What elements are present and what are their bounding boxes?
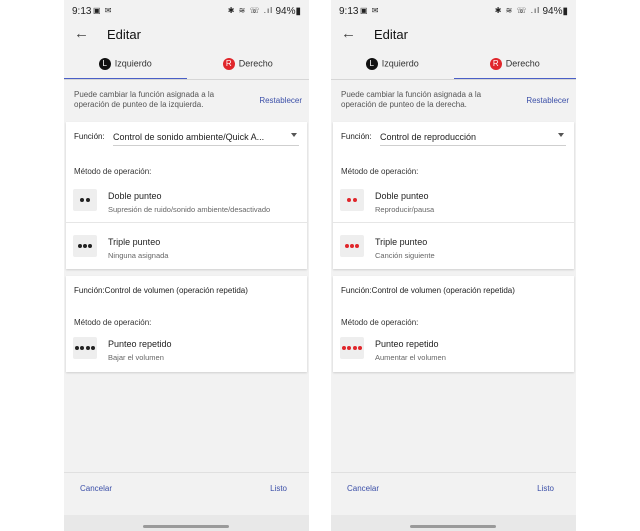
row-separator xyxy=(333,222,574,223)
volume-settings-card xyxy=(66,276,307,372)
battery-indicator: 94%▮ xyxy=(542,6,568,17)
function-value: Control de sonido ambiente/Quick A... xyxy=(113,132,265,142)
app-bar xyxy=(331,22,576,52)
tab-left-earbud[interactable] xyxy=(64,56,187,80)
reset-button[interactable]: Restablecer xyxy=(259,96,302,105)
function-row xyxy=(66,122,307,146)
tap-dot xyxy=(86,346,90,350)
tab-right-label: Derecho xyxy=(505,58,540,69)
tap-dot xyxy=(358,346,362,350)
tab-left-label: Izquierdo xyxy=(114,58,152,69)
phone-screen-left xyxy=(64,0,309,531)
done-button[interactable]: Listo xyxy=(537,484,554,493)
option-repeated-tap[interactable] xyxy=(66,324,307,369)
back-arrow-icon[interactable]: ← xyxy=(74,25,89,42)
method-label: Método de operación: xyxy=(341,318,419,327)
right-badge-icon: R xyxy=(490,58,502,70)
page-title: Editar xyxy=(107,27,141,42)
tap-dot xyxy=(353,198,357,202)
status-time: 9:13 xyxy=(72,6,92,17)
phone-screen-right xyxy=(331,0,576,531)
tab-bar xyxy=(331,56,576,80)
tap-dot xyxy=(350,244,354,248)
triple-tap-icon xyxy=(73,235,97,257)
tap-dot xyxy=(88,244,92,248)
left-badge-icon: L xyxy=(99,58,111,70)
double-tap-icon xyxy=(340,189,364,211)
status-bar xyxy=(64,0,309,22)
tap-settings-card xyxy=(333,122,574,269)
tab-bar xyxy=(64,56,309,80)
option-triple-tap[interactable] xyxy=(66,222,307,267)
function-label: Función: xyxy=(341,132,372,141)
function-value: Control de reproducción xyxy=(380,132,477,142)
function-dropdown[interactable] xyxy=(380,127,566,146)
tap-dot xyxy=(91,346,95,350)
volume-settings-card xyxy=(333,276,574,372)
option-double-tap[interactable] xyxy=(66,176,307,221)
navigation-bar xyxy=(331,515,576,531)
notification-icons: ▣ ✉ xyxy=(360,6,380,15)
option-double-tap[interactable] xyxy=(333,176,574,221)
tab-left-label: Izquierdo xyxy=(381,58,419,69)
bottom-action-bar xyxy=(331,472,576,503)
row-separator xyxy=(66,222,307,223)
tap-dot xyxy=(355,244,359,248)
back-arrow-icon[interactable]: ← xyxy=(341,25,356,42)
tap-dot xyxy=(353,346,357,350)
done-button[interactable]: Listo xyxy=(270,484,287,493)
function-row xyxy=(333,122,574,146)
tap-dot xyxy=(75,346,79,350)
option-subtitle: Aumentar el volumen xyxy=(375,353,446,362)
page-title: Editar xyxy=(374,27,408,42)
left-badge-icon: L xyxy=(366,58,378,70)
tap-dot xyxy=(83,244,87,248)
tab-right-label: Derecho xyxy=(238,58,273,69)
tap-dot xyxy=(347,198,351,202)
option-subtitle: Ninguna asignada xyxy=(108,251,169,260)
option-title: Punteo repetido xyxy=(108,339,172,349)
app-bar xyxy=(64,22,309,52)
function-dropdown[interactable] xyxy=(113,127,299,146)
volume-function-label: Función:Control de volumen (operación repetida) xyxy=(341,286,515,295)
status-bar xyxy=(331,0,576,22)
info-text: Puede cambiar la función asignada a la operación de punteo de la derecha. xyxy=(341,90,482,109)
tab-left-earbud[interactable] xyxy=(331,56,454,80)
cancel-button[interactable]: Cancelar xyxy=(347,484,380,493)
info-text: Puede cambiar la función asignada a la operación de punteo de la izquierda. xyxy=(74,90,215,109)
repeated-tap-icon xyxy=(73,337,97,359)
connectivity-icons: ✱ ≋ ☏ .ıl xyxy=(494,6,540,15)
tap-dot xyxy=(86,198,90,202)
option-repeated-tap[interactable] xyxy=(333,324,574,369)
function-label: Función: xyxy=(74,132,105,141)
tab-divider xyxy=(64,79,309,80)
tap-dot xyxy=(80,198,84,202)
tab-right-earbud[interactable] xyxy=(187,56,310,80)
home-gesture-handle[interactable] xyxy=(143,525,229,528)
option-title: Punteo repetido xyxy=(375,339,439,349)
option-subtitle: Bajar el volumen xyxy=(108,353,164,362)
option-triple-tap[interactable] xyxy=(333,222,574,267)
tap-dot xyxy=(342,346,346,350)
tap-dot xyxy=(80,346,84,350)
option-title: Doble punteo xyxy=(375,191,429,201)
dropdown-caret-icon xyxy=(558,133,564,137)
option-subtitle: Supresión de ruido/sonido ambiente/desactivado xyxy=(108,205,271,214)
method-label: Método de operación: xyxy=(74,318,152,327)
cancel-button[interactable]: Cancelar xyxy=(80,484,113,493)
tab-right-earbud[interactable] xyxy=(454,56,577,80)
status-time: 9:13 xyxy=(339,6,359,17)
navigation-bar xyxy=(64,515,309,531)
triple-tap-icon xyxy=(340,235,364,257)
tap-dot xyxy=(78,244,82,248)
method-label: Método de operación: xyxy=(74,167,152,176)
option-title: Doble punteo xyxy=(108,191,162,201)
method-label: Método de operación: xyxy=(341,167,419,176)
notification-icons: ▣ ✉ xyxy=(93,6,113,15)
option-subtitle: Reproducir/pausa xyxy=(375,205,435,214)
reset-button[interactable]: Restablecer xyxy=(526,96,569,105)
connectivity-icons: ✱ ≋ ☏ .ıl xyxy=(227,6,273,15)
tap-dot xyxy=(345,244,349,248)
tap-settings-card xyxy=(66,122,307,269)
battery-indicator: 94%▮ xyxy=(275,6,301,17)
tab-divider xyxy=(331,79,576,80)
tap-dot xyxy=(347,346,351,350)
double-tap-icon xyxy=(73,189,97,211)
right-badge-icon: R xyxy=(223,58,235,70)
volume-function-label: Función:Control de volumen (operación repetida) xyxy=(74,286,248,295)
repeated-tap-icon xyxy=(340,337,364,359)
option-title: Triple punteo xyxy=(375,237,428,247)
bottom-action-bar xyxy=(64,472,309,503)
home-gesture-handle[interactable] xyxy=(410,525,496,528)
option-title: Triple punteo xyxy=(108,237,161,247)
option-subtitle: Canción siguiente xyxy=(375,251,435,260)
dropdown-caret-icon xyxy=(291,133,297,137)
